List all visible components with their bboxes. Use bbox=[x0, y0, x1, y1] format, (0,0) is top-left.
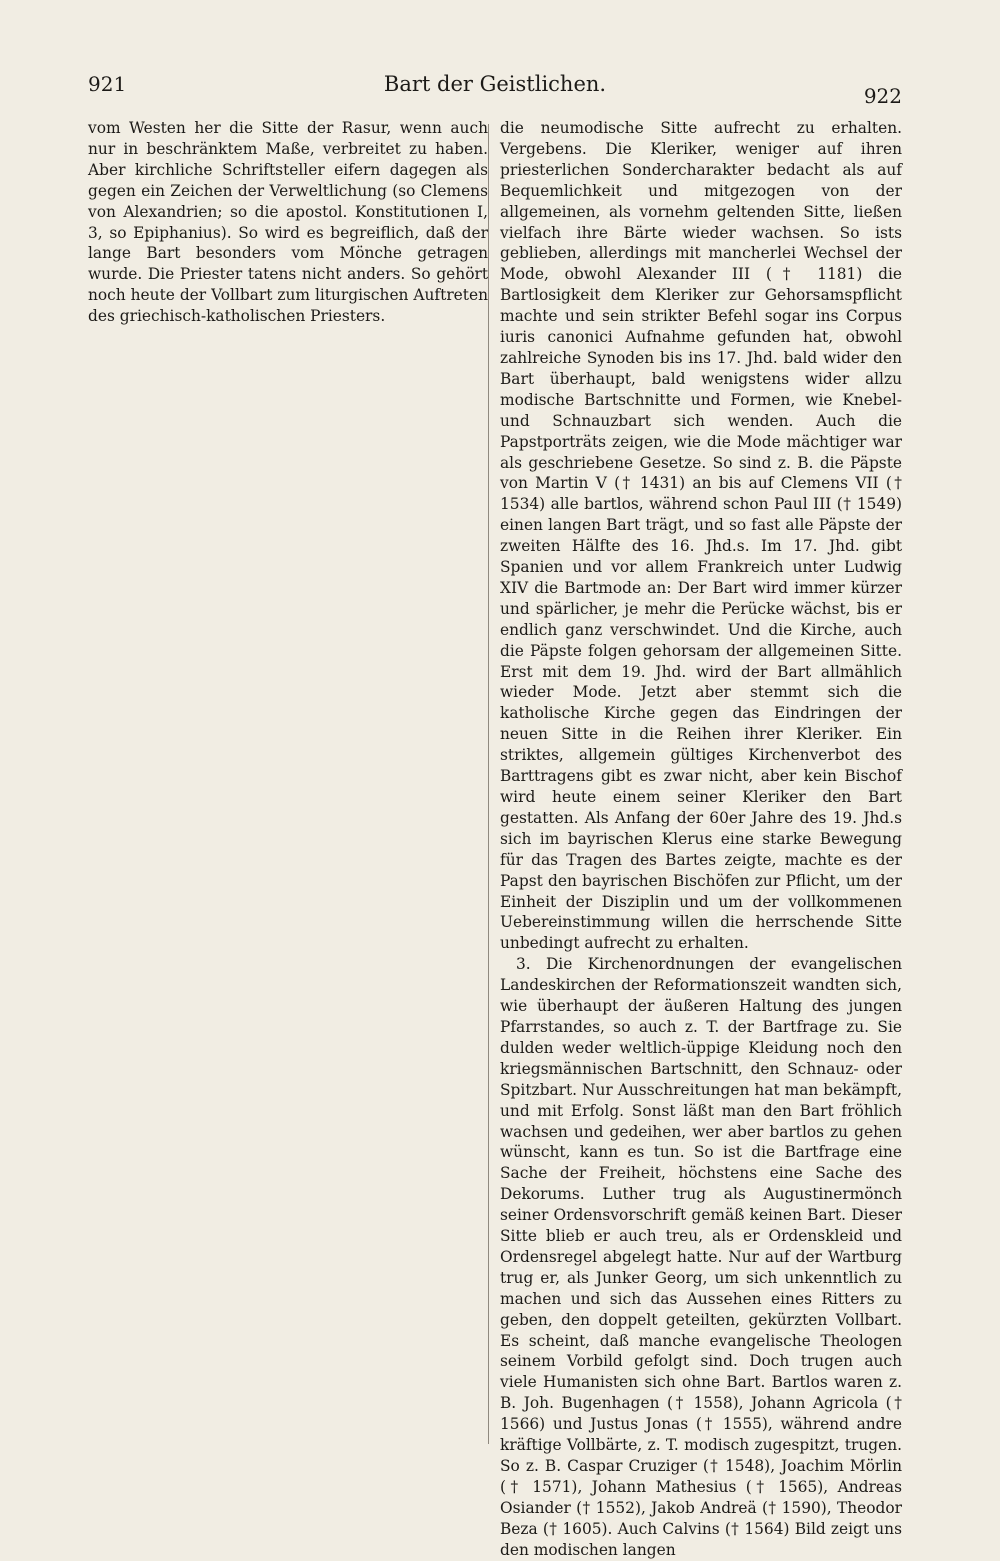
running-title: Bart der Geistlichen. bbox=[383, 72, 607, 96]
running-header bbox=[88, 68, 902, 108]
right-column bbox=[500, 118, 902, 1561]
column-divider bbox=[488, 124, 489, 1444]
page-number-right: 922 bbox=[863, 84, 902, 108]
left-column bbox=[88, 118, 488, 327]
page-number-left: 921 bbox=[88, 72, 127, 96]
paragraph: 3. Die Kirchenordnungen der evangelischen Landeskirchen der Reformationszeit wandten sich, wie überhaupt der äußeren Haltung des jungen Pfarrstandes, so auch z. T. der Bartfrage zu. Sie dulden weder weltlich-üppige Kleidung noch den kriegsmännischen Bartschnitt, den Schnauz- oder Spitzbart. Nur Ausschreitungen hat man bekämpft, und mit Erfolg. Sonst läßt man den Bart fröhlich wachsen und gedeihen, wer aber bartlos zu gehen wünscht, kann es tun. So ist die Bartfrage eine Sache der Freiheit, höchstens eine Sache des Dekorums. Luther trug als Augustinermönch seiner Ordensvorschrift gemäß keinen Bart. Dieser Sitte blieb er auch treu, als er Ordenskleid und Ordensregel abgelegt hatte. Nur auf der Wartburg trug er, als Junker Georg, um sich unkenntlich zu machen und sich das Aussehen eines Ritters zu geben, den doppelt geteilten, gekürzten Vollbart. Es scheint, daß manche evangelische Theologen seinem Vorbild gefolgt sind. Doch trugen auch viele Humanisten sich ohne Bart. Bartlos waren z. B. Joh. Bugenhagen († 1558), Johann Agricola († 1566) und Justus Jonas († 1555), während andre kräftige Vollbärte, z. T. modisch zugespitzt, trugen. So z. B. Caspar Cruziger († 1548), Joachim Mörlin († 1571), Johann Mathesius († 1565), Andreas Osiander († 1552), Jakob Andreä († 1590), Theodor Beza († 1605). Auch Calvins († 1564) Bild zeigt uns den modischen langen bbox=[500, 955, 902, 1559]
paragraph: vom Westen her die Sitte der Rasur, wenn auch nur in beschränktem Maße, verbreitet zu haben. Aber kirchliche Schriftsteller eifern dagegen als gegen ein Zeichen der Verweltlichung (so Clemens von Alexandrien; so die apostol. Konstitutionen I, 3, so Epiphanius). So wird es begreiflich, daß der lange Bart besonders vom Mönche getragen wurde. Die Priester tatens nicht anders. So gehört noch heute der Vollbart zum liturgischen Auftreten des griechisch-katholischen Priesters. bbox=[88, 119, 488, 326]
paragraph: die neumodische Sitte aufrecht zu erhalten. Vergebens. Die Kleriker, weniger auf ihren priesterlichen Sondercharakter bedacht als auf Bequemlichkeit und mitgezogen von der allgemeinen, als vornehm geltenden Sitte, ließen vielfach ihre Bärte wieder wachsen. So ists geblieben, allerdings mit mancherlei Wechsel der Mode, obwohl Alexander III († 1181) die Bartlosigkeit dem Kleriker zur Gehorsamspflicht machte und sein strikter Befehl sogar ins Corpus iuris canonici Aufnahme gefunden hat, obwohl zahlreiche Synoden bis ins 17. Jhd. bald wider den Bart überhaupt, bald wenigstens wider allzu modische Bartschnitte und Formen, wie Knebel- und Schnauzbart sich wenden. Auch die Papstporträts zeigen, wie die Mode mächtiger war als geschriebene Gesetze. So sind z. B. die Päpste von Martin V († 1431) an bis auf Clemens VII († 1534) alle bartlos, während schon Paul III († 1549) einen langen Bart trägt, und so fast alle Päpste der zweiten Hälfte des 16. Jhd.s. Im 17. Jhd. gibt Spanien und vor allem Frankreich unter Ludwig XIV die Bartmode an: Der Bart wird immer kürzer und spärlicher, je mehr die Perücke wächst, bis er endlich ganz verschwindet. Und die Kirche, auch die Päpste folgen gehorsam der allgemeinen Sitte. Erst mit dem 19. Jhd. wird der Bart allmählich wieder Mode. Jetzt aber stemmt sich die katholische Kirche gegen das Eindringen der neuen Sitte in die Reihen ihrer Kleriker. Ein striktes, allgemein gültiges Kirchenverbot des Barttragens gibt es zwar nicht, aber kein Bischof wird heute einem seiner Kleriker den Bart gestatten. Als Anfang der 60er Jahre des 19. Jhd.s sich im bayrischen Klerus eine starke Bewegung für das Tragen des Bartes zeigte, machte es der Papst den bayrischen Bischöfen zur Pflicht, um der Einheit der Disziplin und um der vollkommenen Uebereinstimmung willen die herrschende Sitte unbedingt aufrecht zu erhalten. bbox=[500, 119, 902, 953]
